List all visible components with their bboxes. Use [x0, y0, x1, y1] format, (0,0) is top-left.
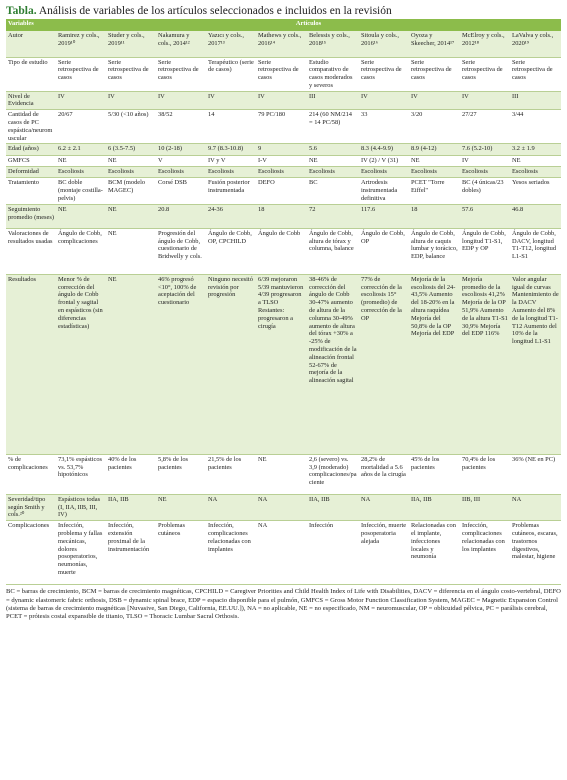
table-title-label: Tabla. [6, 5, 37, 17]
table-cell: Belessis y cols., 2018¹⁵ [307, 31, 359, 57]
table-cell: NE [56, 156, 106, 167]
row-label: Severidad/tipo según Smith y cols.²⁰ [6, 494, 56, 520]
table-cell: BC [307, 178, 359, 204]
table-cell: Oyoza y Skeecher, 2014¹⁷ [409, 31, 460, 57]
row-label: GMFCS [6, 156, 56, 167]
table-cell: 3.2 ± 1.9 [510, 144, 561, 156]
table-row [6, 204, 561, 228]
table-cell: 6/39 mejoraron 5/39 mantuvieron 4/39 progresaron a TLSO Restantes: progresaron a cirugía [256, 274, 307, 454]
table-cell: Relacionadas con el implante, infecciones locales y neumonía [409, 521, 460, 585]
table-row [6, 110, 561, 144]
table-cell: BCM (modelo MAGEC) [106, 178, 156, 204]
table-cell: 10 (2-18) [156, 144, 206, 156]
table-cell: 46.8 [510, 204, 561, 228]
table-cell: 20/67 [56, 110, 106, 144]
table-cell: NE [56, 204, 106, 228]
table-cell: IV [206, 91, 256, 110]
table-cell: Fusión posterior instrumentada [206, 178, 256, 204]
table-row [6, 178, 561, 204]
table-cell: McElroy y cols., 2012¹⁸ [460, 31, 510, 57]
table-cell: NA [510, 494, 561, 520]
table-cell: Problemas cutáneos [156, 521, 206, 585]
table-cell: 77% de corrección de la escoliosis 15° (promedio) de corrección de la OP [359, 274, 409, 454]
table-cell: 27/27 [460, 110, 510, 144]
table-cell: Mejoría promedio de la escoliosis 41,2% Mejoría de la OP 51,9% Aumento de la altura T1-S1 30,9% Mejoría del EDP 116% [460, 274, 510, 454]
table-cell: Escoliosis [206, 167, 256, 178]
articles-table [6, 19, 561, 585]
table-cell: Escoliosis [409, 167, 460, 178]
table-cell: Terapéutico (serie de casos) [206, 57, 256, 91]
table-cell: Yesos seriados [510, 178, 561, 204]
table-cell: IV [460, 91, 510, 110]
table-cell: III [510, 91, 561, 110]
table-cell: NE [106, 204, 156, 228]
table-cell: V [156, 156, 206, 167]
row-label: Autor [6, 31, 56, 57]
header-variables: Variables [6, 19, 56, 31]
table-cell: NE [106, 156, 156, 167]
table-cell: IV [156, 91, 206, 110]
table-cell: LaValva y cols., 2020¹⁹ [510, 31, 561, 57]
table-cell: 46% progresó <10°, 100% de aceptación del cuestionario [156, 274, 206, 454]
table-cell: Menor % de corrección del ángulo de Cobb frontal y sagital en espásticos (sin diferencias estadísticas) [56, 274, 106, 454]
table-cell: 57.6 [460, 204, 510, 228]
table-cell: 3/20 [409, 110, 460, 144]
table-cell: 70,4% de los pacientes [460, 454, 510, 494]
table-cell: IV (2) / V (31) [359, 156, 409, 167]
table-cell: NE [156, 494, 206, 520]
table-cell: Ninguno necesitó revisión por progresión [206, 274, 256, 454]
row-label: Valoraciones de resultados usadas [6, 228, 56, 274]
table-cell: 20.8 [156, 204, 206, 228]
table-cell: Escoliosis [106, 167, 156, 178]
table-cell: Infección, extensión proximal de la instrumentación [106, 521, 156, 585]
table-cell: Ángulo de Cobb, altura de caquis lumbar y torácico, EDP, balance [409, 228, 460, 274]
table-cell: 38-46% de corrección del ángulo de Cobb 30-47% aumento de altura de la columna 30-49% aumento de altura del tórax +30% a -25% de modificación de la alineación frontal 52-67% de mejoría de la alineación sagital [307, 274, 359, 454]
row-label: Deformidad [6, 167, 56, 178]
table-cell: Artrodesis instrumentada definitiva [359, 178, 409, 204]
table-cell: 18 [256, 204, 307, 228]
table-row [6, 31, 561, 57]
table-cell: Infección, complicaciones relacionadas con los implantes [460, 521, 510, 585]
table-cell: 73,1% espásticos vs. 53,7% hipotónicos [56, 454, 106, 494]
table-cell: 33 [359, 110, 409, 144]
table-cell: Serie retrospectiva de casos [460, 57, 510, 91]
table-cell: 5/30 (<10 años) [106, 110, 156, 144]
table-cell: Estudio comparativo de casos moderados y severos [307, 57, 359, 91]
table-cell: Infección, complicaciones relacionadas con implantes [206, 521, 256, 585]
table-cell: Escoliosis [256, 167, 307, 178]
table-title-text: Análisis de variables de los artículos seleccionados e incluidos en la revisión [38, 5, 392, 17]
table-cell: NE [510, 156, 561, 167]
table-cell: Serie retrospectiva de casos [510, 57, 561, 91]
table-footnote: BC = barras de crecimiento, BCM = barras de crecimiento magnéticas, CPCHILD = Caregiver Priorities and Child Health Index of Life with Disabilities, DACV = diferencia en el ángulo costo-vertebral, DEFO = dynamic elastomeric fabric orthosis, DSB = dynamic spinal brace, EDP = espacio disponible para el pulmón, GMFCS = Gross Motor Function Classification System, MAGEC = Magnetic Expansion Control (sistema de barras de crecimiento magnéticas [Nuvasive, San Diego, California, EE.UU.]), NA = no aplicable, NE = no especificado, NM = neuromuscular, OP = oblicuidad pélvica, PC = parálisis cerebral, PCET = prótesis costal expansible de titanio, TLSO = Thoracic Lumbar Sacral Orthosis. [6, 588, 561, 621]
table-row [6, 167, 561, 178]
table-cell: Serie retrospectiva de casos [409, 57, 460, 91]
table-row [6, 228, 561, 274]
table-cell: Escoliosis [510, 167, 561, 178]
table-cell: IV y V [206, 156, 256, 167]
table-cell: 8.3 (4.4-9.9) [359, 144, 409, 156]
table-cell: Ángulo de Cobb [256, 228, 307, 274]
table-cell: Problemas cutáneos, escaras, trastornos digestivos, malestar, higiene [510, 521, 561, 585]
table-cell: IIA, IIB [106, 494, 156, 520]
row-label: Nivel de Evidencia [6, 91, 56, 110]
row-label: Tipo de estudio [6, 57, 56, 91]
table-cell: Studer y cols., 2019¹¹ [106, 31, 156, 57]
table-cell: Ángulo de Cobb, complicaciones [56, 228, 106, 274]
table-cell: 8.9 (4-12) [409, 144, 460, 156]
table-cell: DEFO [256, 178, 307, 204]
table-cell: Ángulo de Cobb, OP, CPCHILD [206, 228, 256, 274]
table-cell: Escoliosis [307, 167, 359, 178]
table-cell: 72 [307, 204, 359, 228]
table-cell: IV [359, 91, 409, 110]
table-cell: NE [106, 228, 156, 274]
table-cell: III [307, 91, 359, 110]
table-cell: Serie retrospectiva de casos [156, 57, 206, 91]
table-cell: NA [256, 494, 307, 520]
table-cell: Espásticos todas (I, IIA, IIB, III, IV) [56, 494, 106, 520]
table-cell: 45% de los pacientes [409, 454, 460, 494]
table-row [6, 454, 561, 494]
table-row [6, 521, 561, 585]
table-cell: 2,6 (severo) vs. 3,9 (moderado) complicaciones/paciente [307, 454, 359, 494]
table-cell: 214 (60 NM/214 = 14 PC/58) [307, 110, 359, 144]
table-cell: 40% de los pacientes [106, 454, 156, 494]
table-cell: BC (4 únicas/23 dobles) [460, 178, 510, 204]
table-cell: Escoliosis [56, 167, 106, 178]
table-cell: 24-36 [206, 204, 256, 228]
table-cell: 7.6 (5.2-10) [460, 144, 510, 156]
row-label: Tratamiento [6, 178, 56, 204]
table-cell: NE [409, 156, 460, 167]
table-cell: Ángulo de Cobb, OP [359, 228, 409, 274]
table-cell: 14 [206, 110, 256, 144]
table-cell: NA [206, 494, 256, 520]
row-label: Complicaciones [6, 521, 56, 585]
table-cell: 5.6 [307, 144, 359, 156]
table-row [6, 156, 561, 167]
table-cell: I-V [256, 156, 307, 167]
table-row [6, 494, 561, 520]
table-cell: Yazıcı y cols., 2017¹³ [206, 31, 256, 57]
table-cell: IV [106, 91, 156, 110]
table-row [6, 144, 561, 156]
table-cell: NE [256, 454, 307, 494]
table-cell: Infección, problema y fallas mecánicas, dolores posoperatorios, neumonías, muerte [56, 521, 106, 585]
table-cell: Sitoula y cols., 2016¹⁶ [359, 31, 409, 57]
table-cell: Ángulo de Cobb, altura de tórax y columna, balance [307, 228, 359, 274]
row-label: Resultados [6, 274, 56, 454]
table-cell: NE [106, 274, 156, 454]
table-cell: 9 [256, 144, 307, 156]
row-label: Cantidad de casos de PC espástica/neuromuscular [6, 110, 56, 144]
table-cell: IV [256, 91, 307, 110]
table-cell: Ramirez y cols., 2019¹⁰ [56, 31, 106, 57]
row-label: Seguimiento promedio (meses) [6, 204, 56, 228]
table-cell: Mejoría de la escoliosis del 24-43,5% Aumento del 18-20% en la altura raquídea Mejoría del 50,8% de la OP Mejoría del EDP [409, 274, 460, 454]
table-cell: Escoliosis [460, 167, 510, 178]
table-cell: IV [409, 91, 460, 110]
row-label: Edad (años) [6, 144, 56, 156]
table-cell: 3/44 [510, 110, 561, 144]
table-cell: 6 (3.5-7.5) [106, 144, 156, 156]
table-title [6, 4, 561, 19]
table-cell: IV [460, 156, 510, 167]
table-cell: Progresión del ángulo de Cobb, cuestionario de Bridwelly y cols. [156, 228, 206, 274]
table-cell: Corsé DSB [156, 178, 206, 204]
table-cell: Escoliosis [156, 167, 206, 178]
table-cell: 6.2 ± 2.1 [56, 144, 106, 156]
table-cell: Serie retrospectiva de casos [256, 57, 307, 91]
table-cell: 38/52 [156, 110, 206, 144]
table-cell: Serie retrospectiva de casos [359, 57, 409, 91]
table-cell: 28,2% de mortalidad a 5.6 años de la cirugía [359, 454, 409, 494]
table-cell: Mathews y cols., 2016¹⁴ [256, 31, 307, 57]
row-label: % de complicaciones [6, 454, 56, 494]
table-cell: 5,8% de los pacientes [156, 454, 206, 494]
table-cell: IIA, IIB [409, 494, 460, 520]
table-cell: 36% (NE en PC) [510, 454, 561, 494]
table-cell: Infección [307, 521, 359, 585]
table-cell: 9.7 (8.3-10.8) [206, 144, 256, 156]
table-cell: Serie retrospectiva de casos [56, 57, 106, 91]
table-cell: NA [256, 521, 307, 585]
table-cell: NE [307, 156, 359, 167]
table-row [6, 57, 561, 91]
table-cell: Nakamura y cols., 2014¹² [156, 31, 206, 57]
table-cell: Serie retrospectiva de casos [106, 57, 156, 91]
table-row [6, 91, 561, 110]
table-cell: Ángulo de Cobb, DACV, longitud T1-T12, longitud L1-S1 [510, 228, 561, 274]
table-cell: BC doble (montaje costilla-pelvis) [56, 178, 106, 204]
table-cell: Infección, muerte posoperatoria alejada [359, 521, 409, 585]
table-cell: 79 PC/180 [256, 110, 307, 144]
table-cell: NA [359, 494, 409, 520]
table-cell: IIB, III [460, 494, 510, 520]
table-cell: Ángulo de Cobb, longitud T1-S1, EDP y OP [460, 228, 510, 274]
table-row [6, 274, 561, 454]
table-cell: PCET "Torre Eiffel" [409, 178, 460, 204]
table-cell: IV [56, 91, 106, 110]
table-cell: Valor angular igual de curvas Mantenimiento de la DACV Aumento del 8% de la longitud T1-T12 Aumento del 10% de la longitud L1-S1 [510, 274, 561, 454]
table-header-row [6, 19, 561, 31]
header-articulos: Artículos [56, 19, 561, 31]
table-cell: 18 [409, 204, 460, 228]
table-cell: Escoliosis [359, 167, 409, 178]
table-cell: 21,5% de los pacientes [206, 454, 256, 494]
table-cell: IIA, IIB [307, 494, 359, 520]
table-cell: 117.6 [359, 204, 409, 228]
